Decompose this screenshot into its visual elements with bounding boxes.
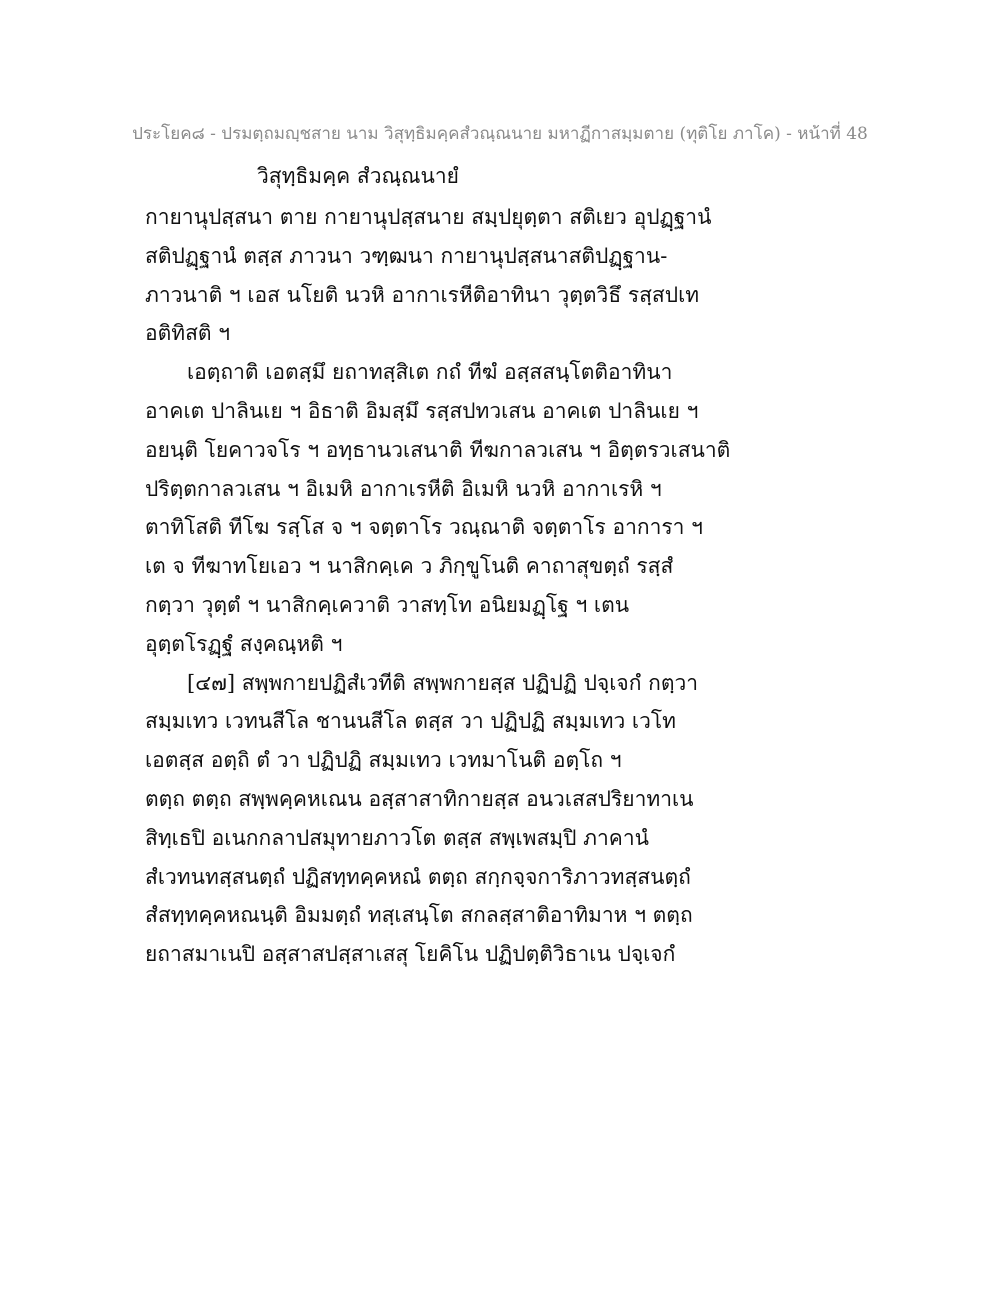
text-line: เต จ ทีฆาทโยเอว ฯ นาสิกคฺเค ว ภิกฺขูโนติ คาถาสุขตฺถํ รสฺสํ: [145, 554, 674, 579]
text-line: อาคเต ปาลินเย ฯ อิธาติ อิมสฺมึ รสฺสปทวเสน อาคเต ปาลินเย ฯ: [145, 398, 699, 423]
paragraph-first-line: [๔๗] สพฺพกายปฏิสํเวทีติ สพฺพกายสฺส ปฏิปฏิ ปจฺเจกํ กตฺวา: [187, 670, 699, 695]
paragraph-first-line: เอตฺถาติ เอตสฺมึ ยถาทสฺสิเต กถํ ทีฆํ อสฺสสนฺโตติอาทินา: [187, 360, 673, 385]
text-line: กายานุปสฺสนา ตาย กายานุปสฺสนาย สมฺปยุตฺตา สติเยว อุปฏฺฐานํ: [145, 205, 712, 229]
text-line: กตฺวา วุตฺตํ ฯ นาสิกคฺเควาติ วาสทฺโท อนิยมฏฺโฐ ฯ เตน: [145, 592, 630, 617]
text-line: เอตสฺส อตฺถิ ตํ วา ปฏิปฏิ สมฺมเทว เวทมาโนติ อตฺโถ ฯ: [145, 748, 622, 773]
text-line: สมฺมเทว เวทนสีโล ชานนสีโล ตสฺส วา ปฏิปฏิ สมฺมเทว เวโท: [145, 709, 677, 734]
text-line: อยนฺติ โยคาวจโร ฯ อทฺธานวเสนาติ ทีฆกาลวเสน ฯ อิตฺตรวเสนาติ: [145, 437, 731, 462]
text-line: อุตฺตโรฏฺฐํ สงฺคณฺหติ ฯ: [145, 631, 343, 656]
text-line: สิทฺเธปิ อเนกกลาปสมุทายภาวโต ตสฺส สพฺเพสมฺปิ ภาคานํ: [145, 825, 649, 850]
text-line: สํเวทนทสฺสนตฺถํ ปฏิสทฺทคฺคหณํ ตตฺถ สกฺกจฺจการิภาวทสฺสนตฺถํ: [145, 864, 691, 889]
body-text: [145, 198, 865, 974]
text-line: ภาวนาติ ฯ เอส นโยติ นวหิ อากาเรหีติอาทินา วุตฺตวิธึ รสฺสปเท: [145, 282, 700, 307]
text-line: สติปฏฺฐานํ ตสฺส ภาวนา วฑฺฒนา กายานุปสฺสนาสติปฏฺฐาน-: [145, 243, 668, 268]
text-line: ตาทิโสติ ทีโฆ รสฺโส จ ฯ จตฺตาโร วณฺณาติ จตฺตาโร อาการา ฯ: [145, 515, 703, 540]
section-title: วิสุทฺธิมคฺค สํวณฺณนายํ: [257, 164, 459, 188]
running-header: ประโยค๘ - ปรมตฺถมญฺชสาย นาม วิสุทฺธิมคฺคสํวณฺณนาย มหาฏีกาสมฺมตาย (ทุติโย ภาโค) - หน้าที่ 48: [132, 124, 868, 144]
text-line: ตตฺถ ตตฺถ สพฺพคฺคหเณน อสฺสาสาทิกายสฺส อนวเสสปริยาทาเน: [145, 786, 694, 811]
text-line: อติทิสติ ฯ: [145, 321, 231, 346]
text-line: ยถาสมาเนปิ อสฺสาสปสฺสาเสสุ โยคิโน ปฏิปตฺติวิธาเน ปจฺเจกํ: [145, 942, 676, 967]
text-line: สํสทฺทคฺคหณนฺติ อิมมตฺถํ ทสฺเสนฺโต สกลสฺสาติอาทิมาห ฯ ตตฺถ: [145, 903, 693, 928]
text-line: ปริตฺตกาลวเสน ฯ อิเมหิ อากาเรหีติ อิเมหิ นวหิ อากาเรหิ ฯ: [145, 476, 662, 501]
